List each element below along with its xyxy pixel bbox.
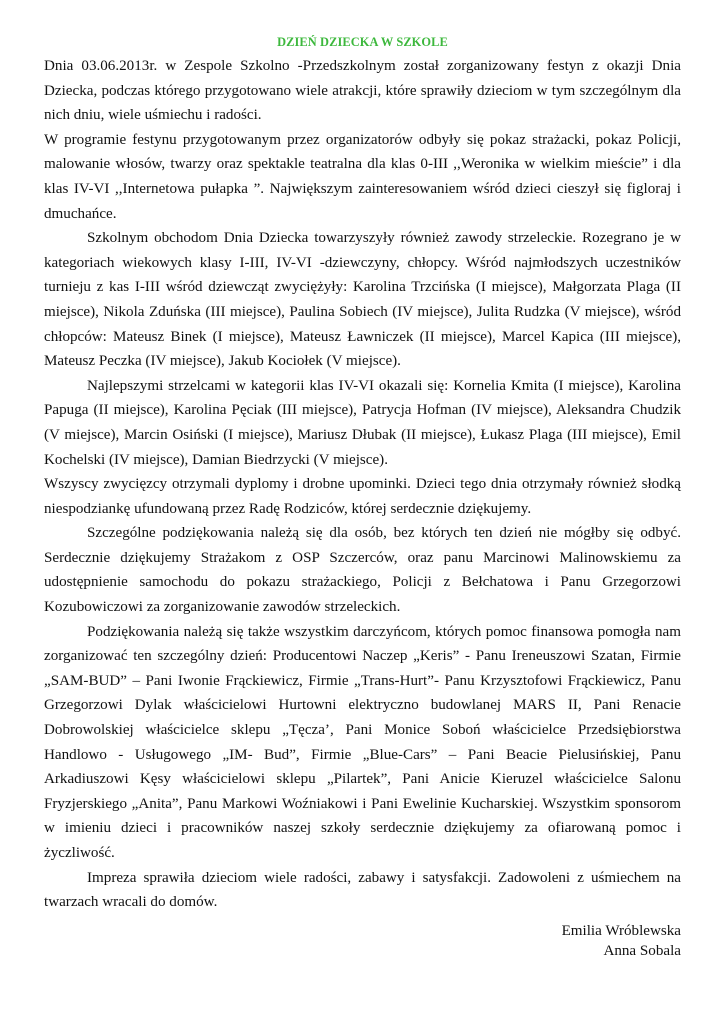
document-title: DZIEŃ DZIECKA W SZKOLE	[277, 35, 448, 49]
paragraph-sponsors: Podziękowania należą się także wszystkim darczyńcom, których pomoc finansowa pomogła nam zorganizować ten szczególny dzień: Producentowi Naczep „Keris” - Panu Ireneuszowi Szatan, Firmie „SAM-BUD” – Pani Iwonie Frąckiewicz, Firmie „Trans-Hurt”- Panu Krzysztofowi Frąckiewicz, Panu Grzegorzowi Dylak właścicielowi Hurtowni elektryczno budowlanej MARS II, Pani Renacie Dobrowolskiej właścicielce sklepu „Tęcza’, Pani Monice Soboń właścicielce Przedsiębiorstwa Handlowo - Usługowego „IM- Bud”, Firmie „Blue-Cars” – Pani Beacie Pielusińskiej, Panu Arkadiuszowi Kęsy właścicielowi sklepu „Pilartek”, Pani Anicie Kieruzel właścicielce Salonu Fryzjerskiego „Anita”, Panu Markowi Woźniakowi i Pani Ewelinie Kucharskiej. Wszystkim sponsorom w imieniu dzieci i pracowników naszej szkoły serdecznie dziękujemy za ofiarowaną pomoc i życzliwość.	[44, 623, 681, 861]
signature-block	[44, 921, 681, 961]
paragraph-best-shooters: Najlepszymi strzelcami w kategorii klas IV-VI okazali się: Kornelia Kmita (I miejsce), Karolina Papuga (II miejsce), Karolina Pęciak (III miejsce), Patrycja Hofman (IV miejsce), Aleksandra Chudzik (V miejsce), Marcin Osiński (I miejsce), Mariusz Dłubak (II miejsce), Łukasz Plaga (III miejsce), Emil Kochelski (IV miejsce), Damian Biedrzycki (V miejsce).	[44, 377, 681, 468]
paragraph-special-thanks: Szczególne podziękowania należą się dla osób, bez których ten dzień nie mógłby się odbyć. Serdecznie dziękujemy Strażakom z OSP Szczerców, oraz panu Marcinowi Malinowskiemu za udostępnienie samochodu do pokazu strażackiego, Policji z Bełchatowa i Panu Grzegorzowi Kozubowiczowi za zorganizowanie zawodów strzeleckich.	[44, 525, 681, 616]
signature-author-2: Anna Sobala	[603, 942, 681, 959]
paragraph-intro: Dnia 03.06.2013r. w Zespole Szkolno -Przedszkolnym został zorganizowany festyn z okazji Dnia Dziecka, podczas którego przygotowano wiele atrakcji, które sprawiły dzieciom w tym szczególnym dla nich dniu, wiele uśmiechu i radości.	[44, 58, 681, 124]
paragraph-closing: Impreza sprawiła dzieciom wiele radości, zabawy i satysfakcji. Zadowoleni z uśmiechem na twarzach wracali do domów.	[44, 869, 681, 911]
paragraph-awards: Wszyscy zwycięzcy otrzymali dyplomy i drobne upominki. Dzieci tego dnia otrzymały również słodką niespodziankę ufundowaną przez Radę Rodziców, której serdecznie dziękujemy.	[44, 476, 681, 517]
paragraph-shooting-contest: Szkolnym obchodom Dnia Dziecka towarzyszyły również zawody strzeleckie. Rozegrano je w kategoriach wiekowych klasy I-III, IV-VI -dziewczyny, chłopcy. Wśród najmłodszych uczestników turnieju z kas I-III wśród dziewcząt zwyciężyły: Karolina Trzcińska (I miejsce), Małgorzata Plaga (II miejsce), Nikola Zduńska (III miejsce), Paulina Sobiech (IV miejsce), Julita Rudzka (V miejsce), wśród chłopców: Mateusz Binek (I miejsce), Mateusz Ławniczek (II miejsce), Marcel Kapica (III miejsce), Mateusz Peczka (IV miejsce), Jakub Kociołek (V miejsce).	[44, 230, 681, 370]
paragraph-program: W programie festynu przygotowanym przez organizatorów odbyły się pokaz strażacki, pokaz Policji, malowanie włosów, twarzy oraz spektakle teatralna dla klas 0-III ,,Weronika w wielkim mieście” i dla klas IV-VI ,,Internetowa pułapka ”. Największym zainteresowaniem wśród dzieci cieszył się figloraj i dmuchańce.	[44, 131, 681, 222]
signature-author-1: Emilia Wróblewska	[561, 922, 681, 939]
document-body	[44, 54, 681, 961]
